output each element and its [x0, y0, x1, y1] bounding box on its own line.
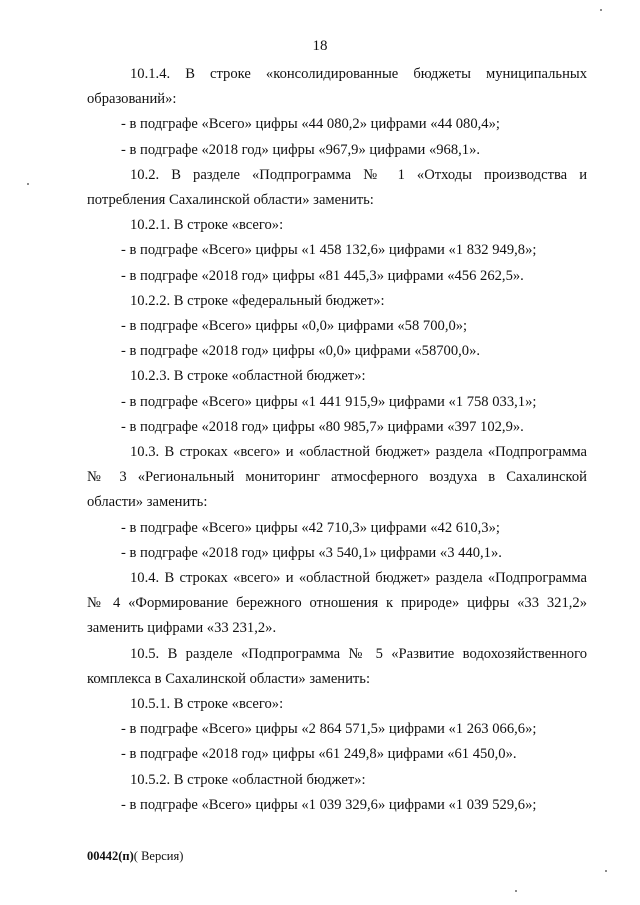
- list-item: - в подграфе «2018 год» цифры «81 445,3» цифрами «456 262,5».: [121, 267, 524, 284]
- list-item: - в подграфе «2018 год» цифры «61 249,8» цифрами «61 450,0».: [121, 746, 517, 763]
- page-number: 18: [312, 38, 328, 54]
- scan-speck: [605, 870, 607, 872]
- list-item: - в подграфе «2018 год» цифры «0,0» цифрами «58700,0».: [121, 343, 481, 360]
- paragraph: 10.5.2. В строке «областной бюджет»:: [130, 771, 366, 788]
- list-item: - в подграфе «Всего» цифры «2 864 571,5» цифрами «1 263 066,6»;: [121, 721, 537, 738]
- list-item: - в подграфе «Всего» цифры «1 039 329,6» цифрами «1 039 529,6»;: [121, 796, 537, 813]
- list-item: - в подграфе «Всего» цифры «0,0» цифрами «58 700,0»;: [121, 318, 468, 335]
- document-footer: [87, 849, 183, 864]
- scan-speck: [600, 9, 602, 11]
- document-code: 00442(п): [87, 849, 134, 863]
- list-item: - в подграфе «Всего» цифры «42 710,3» цифрами «42 610,3»;: [121, 519, 500, 536]
- list-item: - в подграфе «Всего» цифры «1 458 132,6» цифрами «1 832 949,8»;: [121, 242, 537, 259]
- list-item: - в подграфе «Всего» цифры «44 080,2» цифрами «44 080,4»;: [121, 116, 500, 133]
- scan-speck: [27, 183, 29, 185]
- paragraph: 10.1.4. В строке «консолидированные бюджеты муниципальных образований»:: [87, 66, 587, 108]
- document-version: ( Версия): [133, 849, 184, 863]
- list-item: - в подграфе «2018 год» цифры «80 985,7» цифрами «397 102,9».: [121, 418, 524, 435]
- list-item: - в подграфе «Всего» цифры «1 441 915,9» цифрами «1 758 033,1»;: [121, 393, 537, 410]
- paragraph: 10.2.2. В строке «федеральный бюджет»:: [130, 292, 385, 309]
- paragraph: 10.4. В строках «всего» и «областной бюджет» раздела «Подпрограмма № 4 «Формирование бережного отношения к природе» цифры «33 321,2» заменить цифрами «33 231,2».: [87, 570, 587, 637]
- paragraph: 10.2.1. В строке «всего»:: [130, 217, 284, 234]
- paragraph: 10.5. В разделе «Подпрограмма № 5 «Развитие водохозяйственного комплекса в Сахалинской области» заменить:: [87, 645, 587, 687]
- document-body: [87, 62, 587, 818]
- scan-speck: [515, 890, 517, 892]
- paragraph: 10.3. В строках «всего» и «областной бюджет» раздела «Подпрограмма № 3 «Региональный мониторинг атмосферного воздуха в Сахалинской области» заменить:: [87, 444, 587, 511]
- paragraph: 10.5.1. В строке «всего»:: [130, 696, 284, 713]
- paragraph: 10.2. В разделе «Подпрограмма № 1 «Отходы производства и потребления Сахалинской области» заменить:: [87, 166, 587, 209]
- list-item: - в подграфе «2018 год» цифры «967,9» цифрами «968,1».: [121, 141, 481, 158]
- paragraph: 10.2.3. В строке «областной бюджет»:: [130, 368, 366, 385]
- list-item: - в подграфе «2018 год» цифры «3 540,1» цифрами «3 440,1».: [121, 544, 502, 561]
